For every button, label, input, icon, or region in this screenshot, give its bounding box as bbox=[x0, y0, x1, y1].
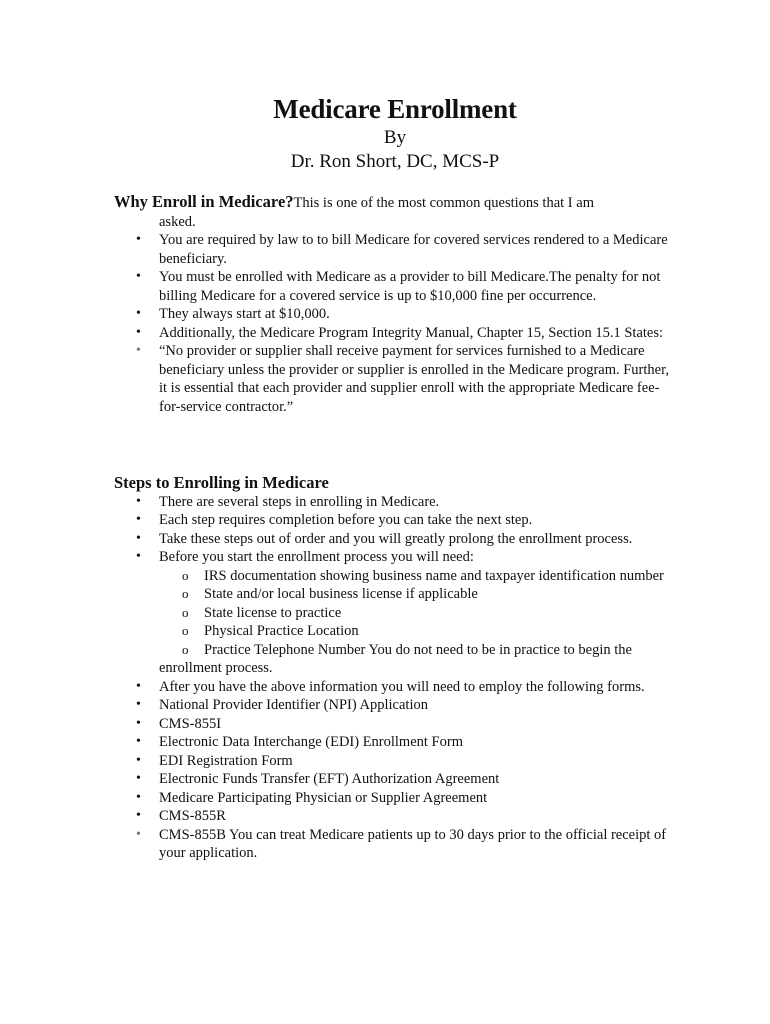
list-item: • National Provider Identifier (NPI) Application bbox=[114, 696, 674, 715]
list-item: • They always start at $10,000. bbox=[114, 305, 674, 324]
sub-list-item: o State and/or local business license if applicable bbox=[114, 585, 674, 604]
list-item: • After you have the above information you will need to employ the following forms. bbox=[114, 678, 674, 697]
sub-list-item: o Practice Telephone Number You do not need to be in practice to begin the bbox=[114, 641, 674, 660]
list-item: • CMS-855R bbox=[114, 807, 674, 826]
intro-text: This is one of the most common questions that I am bbox=[293, 195, 594, 211]
list-item: • CMS-855I bbox=[114, 715, 674, 734]
title-block bbox=[0, 92, 770, 174]
intro-paragraph bbox=[114, 193, 674, 231]
steps-list-top bbox=[114, 493, 674, 567]
sub-list-continuation: enrollment process. bbox=[159, 660, 273, 676]
section-why-enroll bbox=[114, 193, 674, 416]
section-steps bbox=[114, 474, 674, 863]
list-item: • EDI Registration Form bbox=[114, 752, 674, 771]
why-enroll-list bbox=[114, 231, 674, 416]
quote-item: • “No provider or supplier shall receive payment for services furnished to a Medicare beneficiary unless the provider or supplier is enrolled in the Medicare program. Further, it is essential that each provider and supplier enroll with the appropriate Medicare fee-for-service contractor.” bbox=[114, 342, 674, 416]
sub-list-item: o IRS documentation showing business name and taxpayer identification number bbox=[114, 567, 674, 586]
list-item: • You are required by law to to bill Medicare for covered services rendered to a Medicare beneficiary. bbox=[114, 231, 674, 268]
steps-list-bottom bbox=[114, 678, 674, 863]
list-item: • Additionally, the Medicare Program Integrity Manual, Chapter 15, Section 15.1 States: bbox=[114, 324, 674, 343]
list-item: • Electronic Funds Transfer (EFT) Authorization Agreement bbox=[114, 770, 674, 789]
sub-list-item: o State license to practice bbox=[114, 604, 674, 623]
document-by: By bbox=[383, 127, 407, 148]
list-item: • Electronic Data Interchange (EDI) Enrollment Form bbox=[114, 733, 674, 752]
list-item: • You must be enrolled with Medicare as a provider to bill Medicare.The penalty for not billing Medicare for a covered service is up to $10,000 fine per occurrence. bbox=[114, 268, 674, 305]
list-item: • Before you start the enrollment process you will need: bbox=[114, 548, 674, 567]
document-author: Dr. Ron Short, DC, MCS-P bbox=[290, 151, 500, 172]
document-title: Medicare Enrollment bbox=[273, 94, 517, 124]
requirements-sublist bbox=[114, 567, 674, 660]
section-heading-steps: Steps to Enrolling in Medicare bbox=[114, 473, 329, 492]
sub-list-item: o Physical Practice Location bbox=[114, 622, 674, 641]
list-item: • Each step requires completion before you can take the next step. bbox=[114, 511, 674, 530]
list-item: • Take these steps out of order and you will greatly prolong the enrollment process. bbox=[114, 530, 674, 549]
list-item: • CMS-855B You can treat Medicare patients up to 30 days prior to the official receipt of your application. bbox=[114, 826, 674, 863]
list-item: • There are several steps in enrolling in Medicare. bbox=[114, 493, 674, 512]
section-heading-why-enroll: Why Enroll in Medicare? bbox=[114, 192, 294, 211]
intro-continuation: asked. bbox=[159, 213, 196, 230]
list-item: • Medicare Participating Physician or Supplier Agreement bbox=[114, 789, 674, 808]
